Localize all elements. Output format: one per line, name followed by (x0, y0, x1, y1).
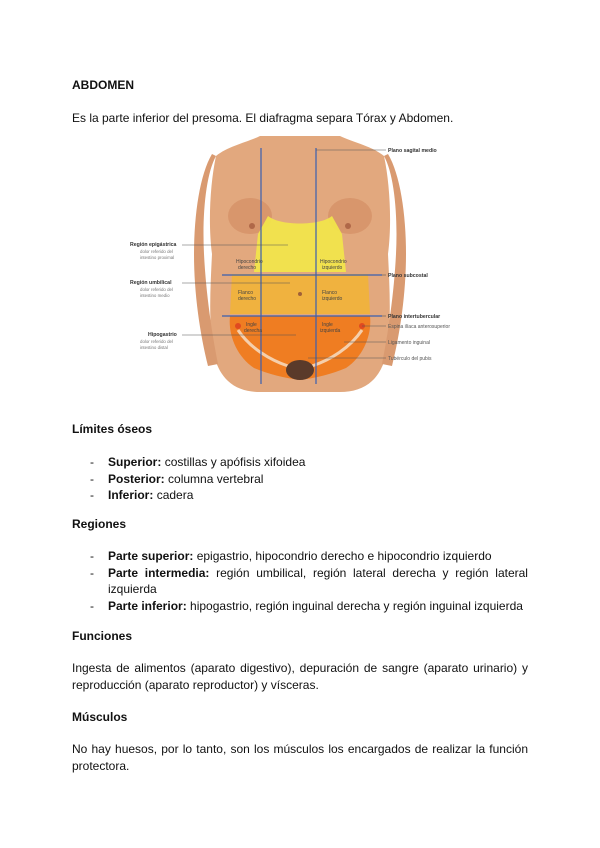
abdomen-diagram (120, 134, 480, 394)
list-item (90, 454, 528, 471)
label-left-flank-2: izquierdo (322, 296, 343, 302)
bullet-dash: - (90, 455, 94, 469)
item-text: región umbilical, región lateral derecha y región lateral izquierda (108, 565, 528, 596)
musculos-paragraph: No hay huesos, por lo tanto, son los músculos los encargados de realizar la función protectora. (72, 742, 528, 773)
item-label: Parte inferior: (108, 598, 187, 613)
nipple-right (345, 223, 351, 229)
page-title: ABDOMEN (72, 78, 134, 92)
label-inguinal-ligament: Ligamento inguinal (388, 340, 430, 346)
nipple-left (249, 223, 255, 229)
label-right-hypochondrium-2: derecho (238, 265, 257, 271)
label-left-groin-2: izquierda (320, 328, 341, 334)
funciones-heading: Funciones (72, 629, 133, 643)
label-umbilical-sub1: dolor referido del (140, 287, 173, 292)
list-item (90, 565, 528, 598)
label-right-groin-1: Ingle (246, 322, 257, 328)
item-label: Posterior: (108, 471, 165, 486)
item-label: Parte intermedia: (108, 565, 210, 580)
label-right-flank-2: derecho (238, 296, 257, 302)
label-subcostal-plane: Plano subcostal (388, 273, 428, 279)
label-hypogastric-sub2: intestino distal (140, 345, 168, 350)
item-label: Superior: (108, 455, 162, 469)
item-text: columna vertebral (168, 471, 264, 486)
item-text: hipogastrio, región inguinal derecha y región inguinal izquierda (190, 598, 523, 613)
list-item (90, 598, 528, 615)
iliac-spine-left (235, 323, 241, 329)
item-label: Parte superior: (108, 549, 194, 563)
bullet-dash: - (90, 598, 94, 613)
label-iliac-spine: Espina ilíaca anterosuperior (388, 324, 450, 330)
label-epigastric-sub1: dolor referido del (140, 249, 173, 254)
list-item (90, 487, 528, 504)
funciones-paragraph: Ingesta de alimentos (aparato digestivo), depuración de sangre (aparato urinario) y reproducción (aparato reproductor) y vísceras. (72, 661, 528, 692)
musculos-heading: Músculos (72, 710, 128, 724)
label-median-plane: Plano sagital medio (388, 148, 437, 154)
label-left-groin-1: Ingle (322, 322, 333, 328)
item-text: epigastrio, hipocondrio derecho e hipocondrio izquierdo (196, 549, 492, 563)
bullet-dash: - (90, 471, 94, 486)
list-item (90, 471, 528, 488)
umbilicus (298, 292, 302, 296)
abdomen-regions-figure (120, 134, 480, 394)
item-text: cadera (156, 488, 194, 502)
bullet-dash: - (90, 549, 94, 563)
item-text: costillas y apófisis xifoidea (164, 455, 306, 469)
label-umbilical-title: Región umbilical (130, 280, 172, 286)
label-left-hypochondrium-1: Hipocondrio (320, 259, 347, 265)
label-epigastric-title: Región epigástrica (130, 242, 177, 248)
label-left-flank-1: Flanco (322, 290, 338, 296)
intro-paragraph: Es la parte inferior del presoma. El diafragma separa Tórax y Abdomen. (72, 111, 454, 125)
bullet-dash: - (90, 488, 94, 502)
regiones-list (90, 548, 528, 614)
label-pubic-tubercle: Tubérculo del pubis (388, 356, 432, 362)
label-epigastric-sub2: intestino proximal (140, 255, 175, 260)
limites-heading: Límites óseos (72, 422, 153, 436)
label-right-groin-2: derecha (244, 328, 263, 334)
list-item (90, 548, 528, 565)
label-right-flank-1: Flanco (238, 290, 254, 296)
limites-list (90, 454, 528, 504)
bullet-dash: - (90, 565, 94, 580)
label-left-hypochondrium-2: izquierdo (322, 265, 343, 271)
label-right-hypochondrium-1: Hipocondrio (236, 259, 263, 265)
label-hypogastric-sub1: dolor referido del (140, 339, 173, 344)
label-intertubercular-plane: Plano intertubercular (388, 314, 441, 320)
label-umbilical-sub2: intestino medio (140, 293, 170, 298)
regiones-heading: Regiones (72, 517, 127, 531)
label-hypogastric-title: Hipogastrio (148, 332, 177, 338)
item-label: Inferior: (108, 488, 154, 502)
pubic-area (286, 360, 314, 380)
